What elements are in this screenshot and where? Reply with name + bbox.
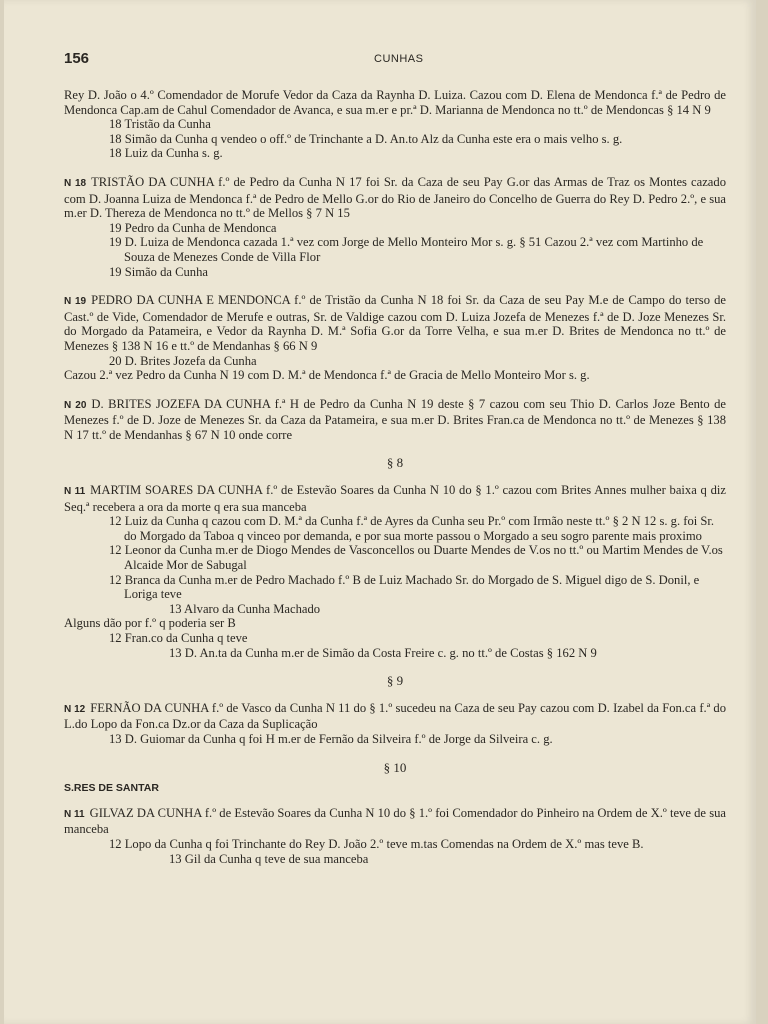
entry-number: N 11 — [64, 486, 86, 498]
child-line: 12 Luiz da Cunha q cazou com D. M.ª da Cunha f.ª de Ayres da Cunha seu Pr.º com Irmão neste tt.º § 2 N 12 s. g. foi Sr. do Morgado da Taboa q vinceo por demanda, e por sua morte passou o Morgado a seu sogro parente mais proximo — [109, 514, 715, 543]
entry-note: Cazou 2.ª vez Pedro da Cunha N 19 com D. M.ª de Mendonca f.ª de Gracia de Mello Monteiro Mor s. g. — [64, 368, 590, 383]
entry-number: N 18 — [64, 177, 87, 189]
child-line: 13 D. Guiomar da Cunha q foi H m.er de Fernão da Silveira f.º de Jorge da Silveira c. g. — [109, 731, 553, 746]
entry-paragraph — [64, 397, 726, 443]
section-heading-10: § 10 — [383, 759, 407, 775]
entry-text: D. BRITES JOZEFA DA CUNHA f.ª H de Pedro da Cunha N 19 deste § 7 cazou com seu Thio D. Carlos Joze Bento de Menezes f.º de D. Joze de Menezes Sr. da Caza da Patameira, e sua m.er D. Brites Fran.ca de Mendonca no tt.º de Menezes § 138 N 17 tt.º de Mendanhas § 67 N 10 onde corre — [64, 396, 726, 442]
child-line: 19 Pedro da Cunha de Mendonca — [109, 220, 277, 235]
entry-section8 — [64, 483, 726, 660]
page-body — [64, 88, 726, 880]
page-header — [64, 50, 728, 70]
grandchild-line: 13 D. An.ta da Cunha m.er de Simão da Costa Freire c. g. no tt.º de Costas § 162 N 9 — [169, 645, 597, 660]
intro-paragraph: Rey D. João o 4.º Comendador de Morufe Vedor da Caza da Raynha D. Luiza. Cazou com D. Elena de Mendonca f.ª de Pedro de Mendonca Cap.am de Cahul Comendador de Avanca, e sua m.er e pr.ª D. Marianna de Mendonca no tt.º de Mendoncas § 14 N 9 — [64, 88, 726, 117]
entry-text: TRISTÃO DA CUNHA f.º de Pedro da Cunha N 17 foi Sr. da Caza de seu Pay G.or das Armas de Traz os Montes cazado com D. Joanna Luiza de Mendonca f.ª de Pedro de Mello G.or do Rio de Janeiro do Concelho de Guerra do Rey D. Pedro 2.º, e sua m.er D. Thereza de Mendonca no tt.º de Mellos § 7 N 15 — [64, 174, 726, 221]
entry-number: N 12 — [64, 703, 86, 715]
entry-number: N 19 — [64, 296, 87, 308]
entry-n18 — [64, 175, 726, 279]
grandchild-line: 13 Alvaro da Cunha Machado — [169, 601, 321, 616]
child-line: 12 Fran.co da Cunha q teve — [109, 631, 248, 645]
child-line: 12 Leonor da Cunha m.er de Diogo Mendes de Vasconcellos ou Duarte Mendes de V.os no tt.º ou Martim Mendes de V.os Alcaide Mor de Sabugal — [109, 543, 723, 573]
child-line: 19 D. Luiza de Mendonca cazada 1.ª vez com Jorge de Mello Monteiro Mor s. g. § 51 Cazou 2.ª vez com Martinho de Souza de Menezes Conde de Villa Flor — [109, 235, 704, 264]
section-heading-8: § 8 — [386, 455, 404, 471]
entry-paragraph — [64, 293, 726, 353]
section-heading-9: § 9 — [386, 673, 404, 689]
entry-text: MARTIM SOARES DA CUNHA f.º de Estevão Soares da Cunha N 10 do § 1.º cazou com Brites Annes mulher baixa q diz Seq.ª recebera a ora da morte q era sua manceba — [64, 483, 726, 514]
entry-text: GILVAZ DA CUNHA f.º de Estevão Soares da Cunha N 10 do § 1.º foi Comendador do Pinheiro na Ordem de X.º teve de sua manceba — [64, 805, 726, 837]
child-line: 18 Luiz da Cunha s. g. — [109, 146, 223, 161]
child-line: 19 Simão da Cunha — [109, 264, 208, 279]
child-line: 12 Branca da Cunha m.er de Pedro Machado f.º B de Luiz Machado Sr. do Morgado de S. Miguel digo de S. Donil, e Loriga teve — [109, 572, 700, 602]
running-title: CUNHAS — [374, 53, 424, 65]
grandchild-line: 13 Gil da Cunha q teve de sua manceba — [169, 851, 369, 866]
entry-text: PEDRO DA CUNHA E MENDONCA f.º de Tristão da Cunha N 18 foi Sr. da Caza de seu Pay M.e de Campo do terso de Cast.º de Vide, Comendador de Merufe e outras, Sr. de Valdige cazou com D. Luiza Jozefa de Menezes f.ª de D. Joze Menezes Sr. do Morgado da Patameira, e Vedor da Raynha D. M.ª Sofia G.or da Torre Velha, e sua m.er D. Brites de Mendonca no tt.º de Menezes § 138 N 16 e tt.º de Mendanhas § 66 N 9 — [64, 293, 726, 353]
child-line: 18 Simão da Cunha q vendeo o off.º de Trinchante a D. An.to Alz da Cunha este era o mais velho s. g. — [109, 131, 623, 146]
intro-entry — [64, 88, 726, 161]
entry-paragraph — [64, 175, 726, 221]
entry-text: FERNÃO DA CUNHA f.º de Vasco da Cunha N 11 do § 1.º sucedeu na Caza de seu Pay cazou com D. Izabel da Fon.ca f.ª do L.do Lopo da Fon.ca Dz.or da Caza da Suplicação — [64, 700, 727, 732]
entry-number: N 20 — [64, 399, 87, 411]
child-line: 18 Tristão da Cunha — [109, 117, 211, 132]
entry-section9 — [64, 701, 726, 747]
side-label: S.RES DE SANTAR — [64, 782, 159, 795]
entry-section10 — [64, 806, 726, 866]
entry-paragraph — [64, 701, 726, 732]
entry-number: N 11 — [64, 808, 85, 820]
document-page — [4, 0, 756, 1024]
child-line: 12 Lopo da Cunha q foi Trinchante do Rey D. João 2.º teve m.tas Comendas na Ordem de X.º mas teve B. — [109, 836, 644, 851]
entry-n19 — [64, 293, 726, 383]
entry-paragraph — [64, 483, 726, 514]
child-line: 20 D. Brites Jozefa da Cunha — [109, 353, 257, 368]
entry-n20 — [64, 397, 726, 443]
note-line: Alguns dão por f.º q poderia ser B — [64, 616, 236, 631]
page-number: 156 — [64, 50, 90, 67]
entry-paragraph — [64, 806, 726, 837]
